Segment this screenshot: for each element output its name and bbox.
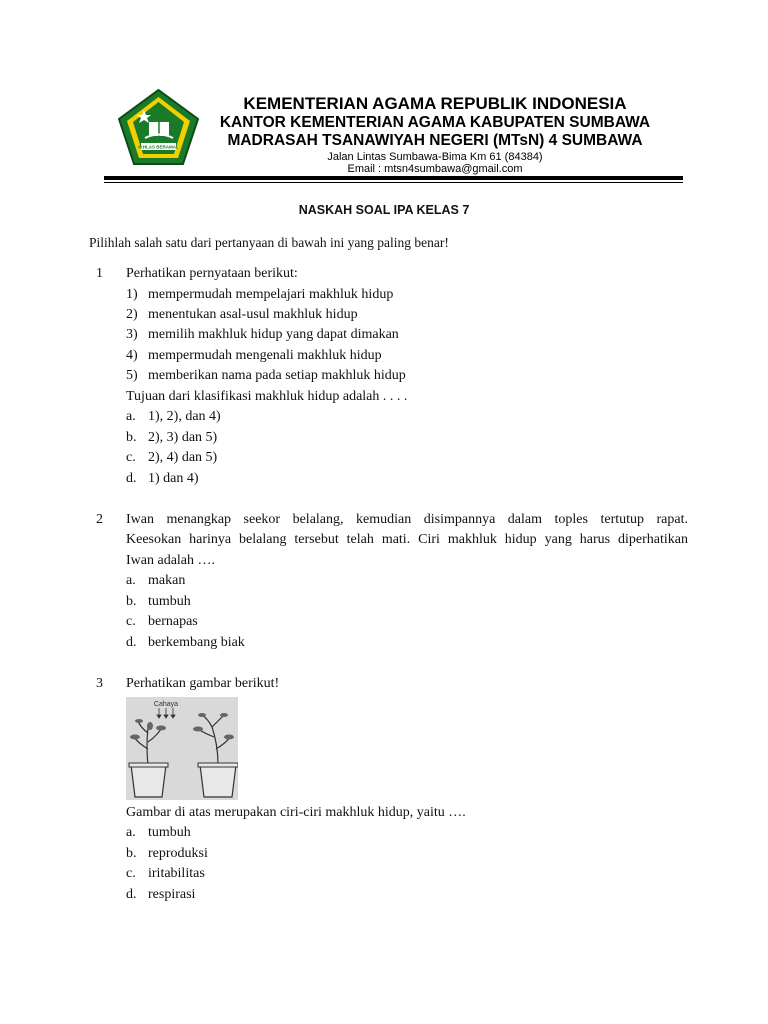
header-rule-thick [104,176,683,180]
statement-item: 4) mempermudah mengenali makhluk hidup [126,348,382,363]
exam-title: NASKAH SOAL IPA KELAS 7 [298,203,470,217]
answer-option: d. berkembang biak [126,635,245,650]
instruction-text: Pilihlah salah satu dari pertanyaan di bawah ini yang paling benar! [89,235,449,250]
answer-option: a. makan [126,573,186,588]
statement-item: 1) mempermudah mempelajari makhluk hidup [126,287,394,302]
plant-light-figure [126,697,238,800]
answer-option: c. 2), 4) dan 5) [126,450,218,465]
question-2-line-3: Iwan adalah …. [126,553,216,568]
figure-light-label: Cahaya [153,701,179,708]
statement-item: 5) memberikan nama pada setiap makhluk hidup [126,368,406,383]
header-school: MADRASAH TSANAWIYAH NEGERI (MTsN) 4 SUMBAWA [227,132,643,149]
header-rule-thin [104,182,683,183]
answer-option: c. bernapas [126,614,198,629]
question-2-line-1: Iwan menangkap seekor belalang, kemudian disimpannya dalam toples tertutup rapat. [126,512,688,527]
answer-option: d. respirasi [126,887,196,902]
question-3-intro: Perhatikan gambar berikut! [126,676,280,691]
question-1-text: Tujuan dari klasifikasi makhluk hidup adalah . . . . [126,389,408,404]
ministry-logo [117,88,200,166]
answer-option: a. tumbuh [126,825,191,840]
question-3-number: 3 [96,676,103,691]
answer-option: b. tumbuh [126,594,191,609]
question-2-line-2: Keesokan harinya belalang tersebut telah mati. Ciri makhluk hidup yang harus diperhatikan [126,532,688,547]
answer-option: b. reproduksi [126,846,208,861]
answer-option: b. 2), 3) dan 5) [126,430,218,445]
header-email: Email : mtsn4sumbawa@gmail.com [347,163,523,175]
logo-motto: IKHLAS BERAMAL [138,144,179,150]
answer-option: c. iritabilitas [126,866,205,881]
answer-option: a. 1), 2), dan 4) [126,409,221,424]
question-1-number: 1 [96,266,103,281]
header-ministry: KEMENTERIAN AGAMA REPUBLIK INDONESIA [243,94,627,113]
statement-item: 2) menentukan asal-usul makhluk hidup [126,307,358,322]
header-address: Jalan Lintas Sumbawa-Bima Km 61 (84384) [327,151,543,163]
question-2-number: 2 [96,512,103,527]
statement-item: 3) memilih makhluk hidup yang dapat dimakan [126,327,399,342]
header-office: KANTOR KEMENTERIAN AGAMA KABUPATEN SUMBAWA [219,114,651,131]
question-3-text: Gambar di atas merupakan ciri-ciri makhluk hidup, yaitu …. [126,805,466,820]
answer-option: d. 1) dan 4) [126,471,199,486]
question-1-intro: Perhatikan pernyataan berikut: [126,266,298,281]
